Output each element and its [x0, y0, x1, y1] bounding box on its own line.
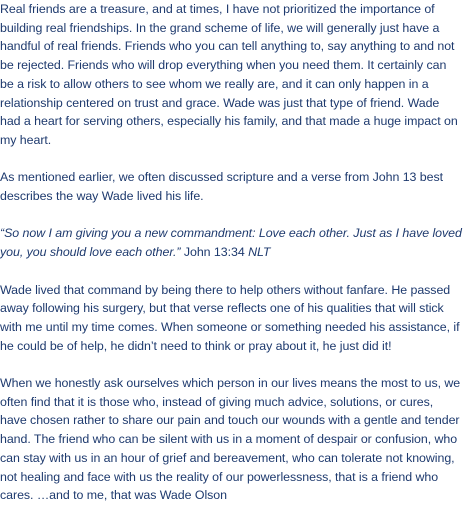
paragraph-spacer	[0, 150, 462, 169]
paragraph-spacer	[0, 206, 462, 225]
quote-reference	[184, 245, 271, 259]
quote-version: NLT	[248, 245, 271, 260]
paragraph-real-friends: Real friends are a treasure, and at times, I have not prioritized the importance of building real friendships. In the grand scheme of life, we will generally just have a handful of real friends. Friends who you can tell anything to, say anything to and not be rejected. Friends who will drop everything when you need them. It certainly can be a risk to allow others to see whom we really are, and it can only happen in a relationship centered on trust and grace. Wade was just that type of friend. Wade had a heart for serving others, especially his family, and that made a huge impact on my heart.	[0, 2, 458, 147]
scripture-quote	[0, 224, 462, 261]
quote-verse: John 13:34	[183, 245, 245, 260]
paragraph-scripture-intro: As mentioned earlier, we often discussed scripture and a verse from John 13 best describes the way Wade lived his life.	[0, 170, 443, 204]
paragraph-friend-who-cares: When we honestly ask ourselves which person in our lives means the most to us, we often find that it is those who, instead of giving much advice, solutions, or cures, have chosen rather to share our pain and touch our wounds with a gentle and tender hand. The friend who can be silent with us in a moment of despair or confusion, who can stay with us in an hour of grief and bereavement, who can tolerate not knowing, not healing and face with us the reality of our powerlessness, that is a friend who cares. …and to me, that was Wade Olson	[0, 376, 461, 503]
paragraph-wade-lived: Wade lived that command by being there to help others without fanfare. He passed away following his surgery, but that verse reflects one of his qualities that will stick with me until my time comes. When someone or something needed his assistance, if he could be of help, he didn’t need to think or pray about it, he just did it!	[0, 282, 460, 353]
paragraph-spacer	[0, 355, 462, 374]
quote-text: “So now I am giving you a new commandment: Love each other. Just as I have loved you, you should love each other.”	[0, 226, 462, 260]
paragraph-spacer	[0, 262, 462, 281]
